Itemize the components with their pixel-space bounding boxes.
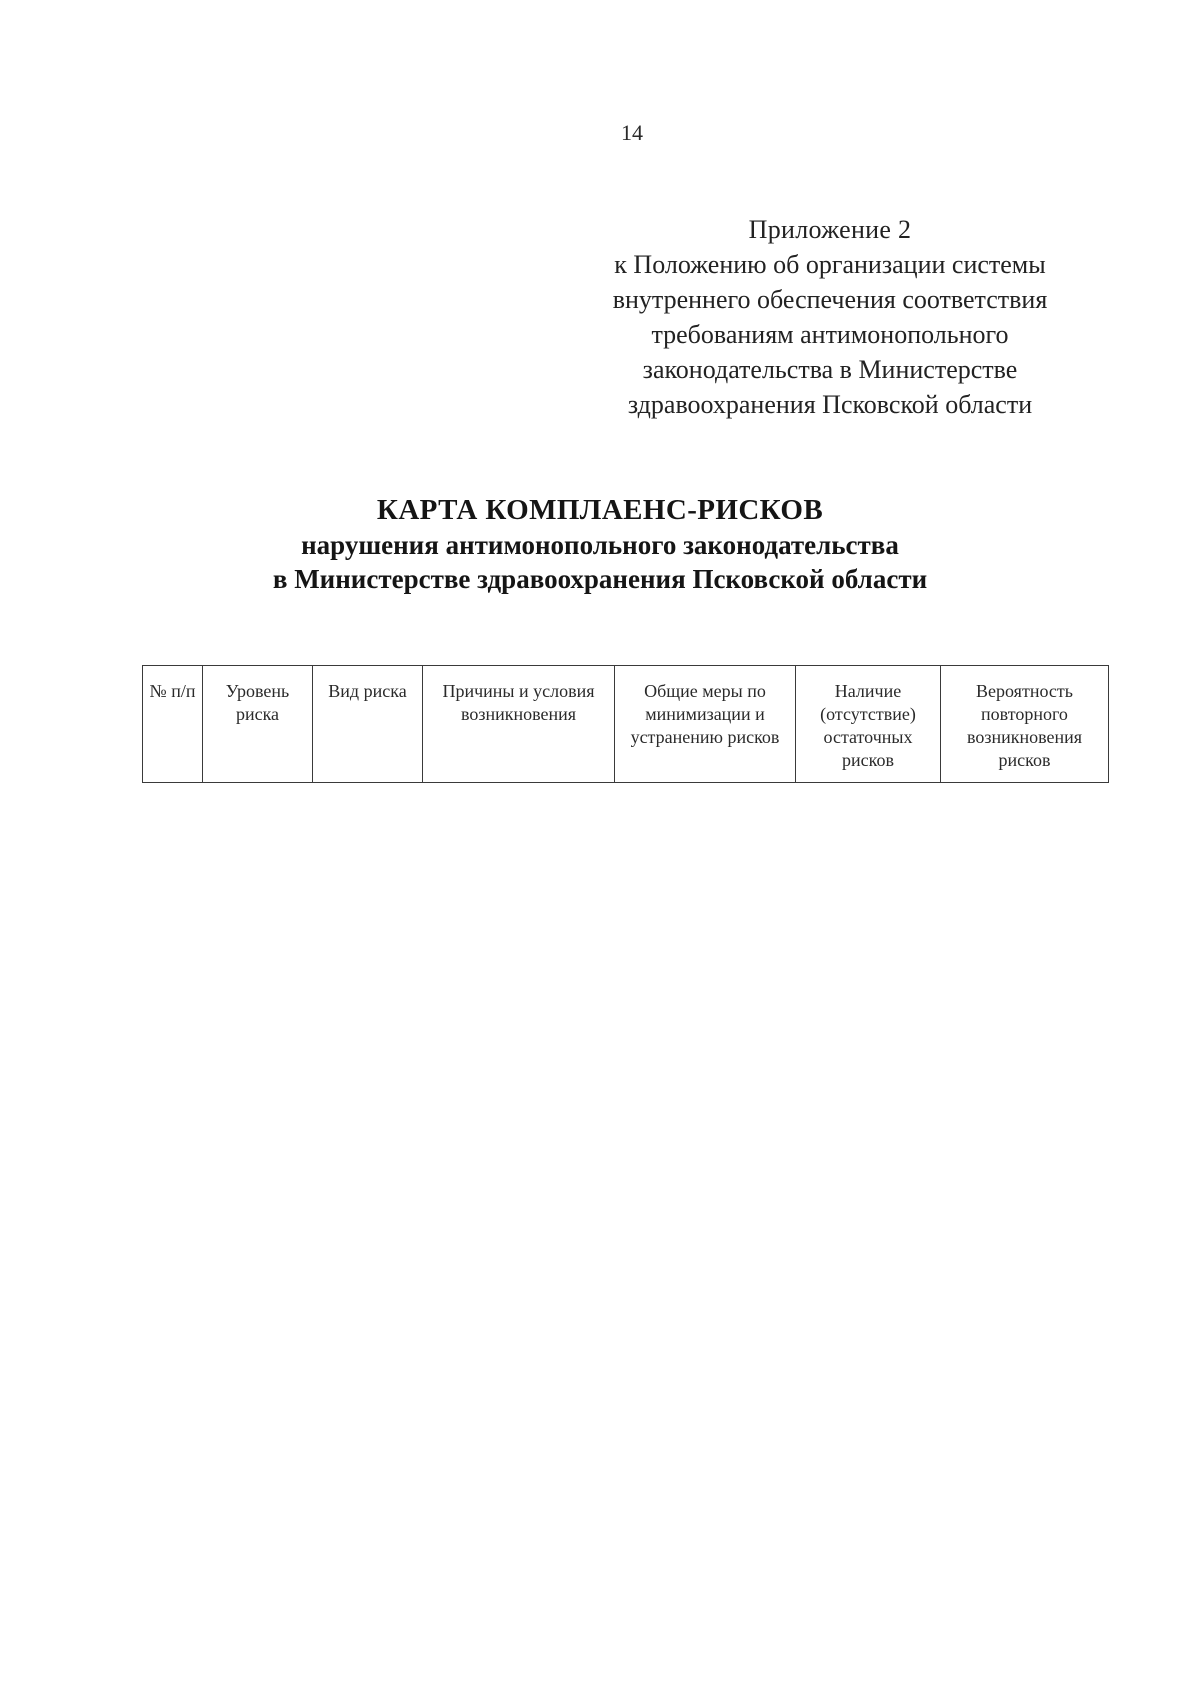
table-header-row [143, 666, 1109, 783]
document-subtitle: нарушения антимонопольного законодательства [301, 530, 899, 560]
appendix-line: к Положению об организации системы [614, 250, 1046, 279]
appendix-line: здравоохранения Псковской области [627, 390, 1033, 419]
appendix-block [560, 212, 1100, 422]
appendix-line: внутреннего обеспечения соответствия [612, 285, 1048, 314]
column-header-number: № п/п [143, 666, 203, 783]
column-header-risk-level: Уровень риска [203, 666, 313, 783]
document-title: КАРТА КОМПЛАЕНС-РИСКОВ [376, 494, 824, 526]
document-subtitle: в Министерстве здравоохранения Псковской области [272, 564, 928, 594]
page-number: 14 [621, 120, 643, 145]
column-header-residual-risks: Наличие (отсутствие) остаточных рисков [796, 666, 941, 783]
column-header-causes: Причины и условия возникновения [423, 666, 615, 783]
appendix-line: законодательства в Министерстве [642, 355, 1018, 384]
column-header-measures: Общие меры по минимизации и устранению рисков [615, 666, 796, 783]
document-heading [0, 492, 1200, 596]
risk-map-table [142, 665, 1109, 783]
column-header-risk-type: Вид риска [313, 666, 423, 783]
column-header-recurrence-probability: Вероятность повторного возникновения рисков [941, 666, 1109, 783]
appendix-line: требованиям антимонопольного [651, 320, 1009, 349]
appendix-title: Приложение 2 [748, 215, 912, 244]
